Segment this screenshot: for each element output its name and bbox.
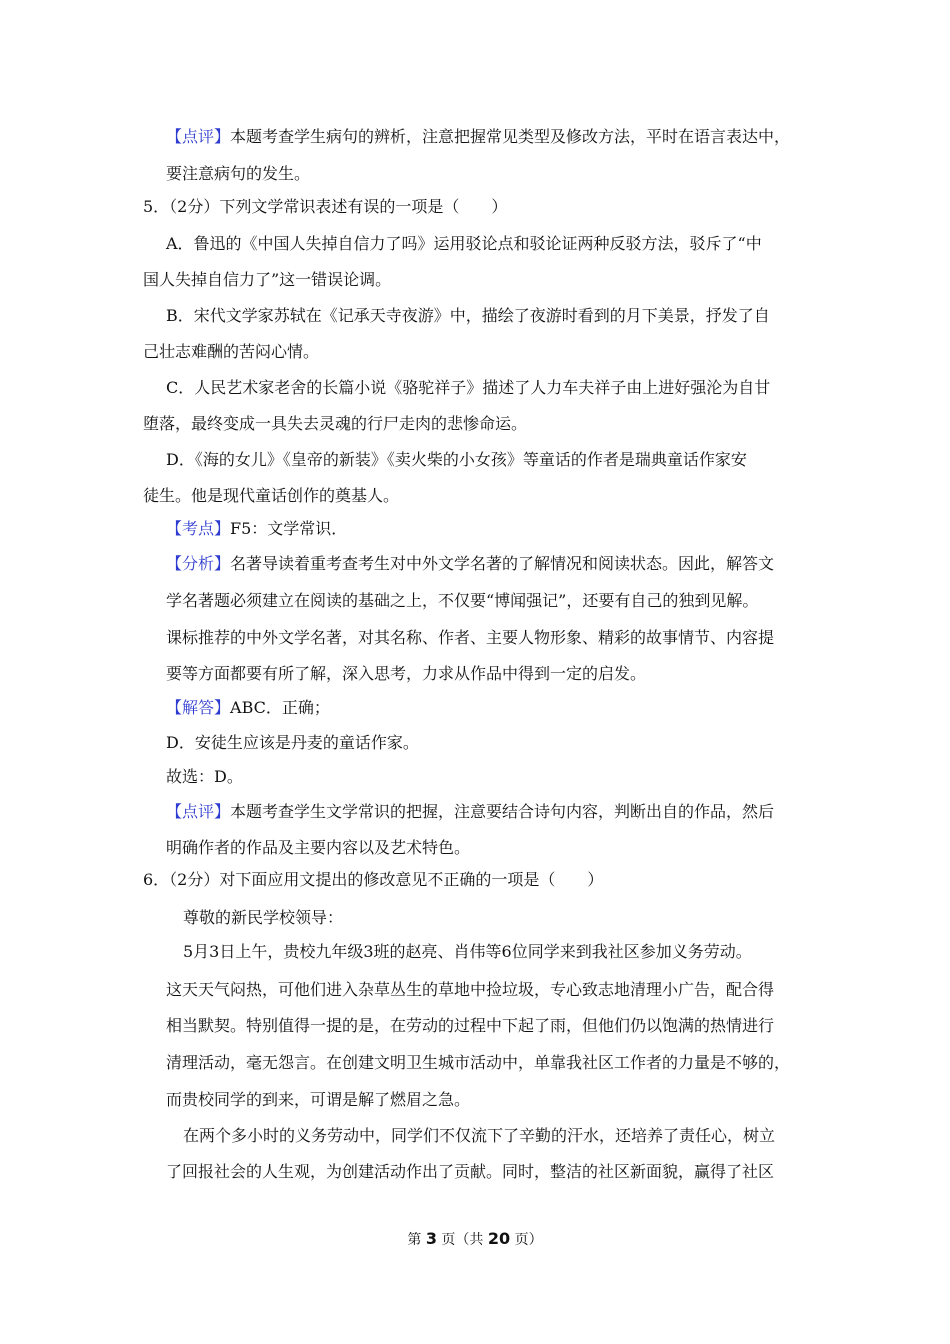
comment-line: 要注意病句的发生。 [166,164,311,183]
letter-salutation: 尊敬的新民学校领导： [183,908,344,927]
letter-paragraph: 5月3日上午，贵校九年级3班的赵亮、肖伟等6位同学来到我社区参加义务劳动。 [183,942,752,961]
jieda-tag: 【解答】 [166,698,231,717]
letter-paragraph: 在两个多小时的义务劳动中，同学们不仅流下了辛勤的汗水，还培养了责任心，树立 [183,1126,776,1145]
page-number: 3 [425,1229,437,1248]
letter-paragraph: 相当默契。特别值得一提的是，在劳动的过程中下起了雨，但他们仍以饱满的热情进行 [166,1016,775,1035]
comment-tag: 【点评】 [166,127,231,146]
kaodian-line: 【考点】F5：文学常识． [166,519,348,538]
option-a-cont: 国人失掉自信力了”这一错误论调。 [143,270,392,289]
dianping-line: 【点评】本题考查学生文学常识的把握，注意要结合诗句内容，判断出自的作品，然后 [166,802,775,821]
jieda-line: D．安徒生应该是丹麦的童话作家。 [166,733,419,752]
page-total: 20 [487,1229,511,1248]
option-b: B．宋代文学家苏轼在《记承天寺夜游》中，描绘了夜游时看到的月下美景，抒发了自 [166,306,770,325]
fenxi-tag: 【分析】 [166,554,231,573]
fenxi-line: 要等方面都要有所了解，深入思考，力求从作品中得到一定的启发。 [166,664,647,683]
dianping-tag: 【点评】 [166,802,231,821]
question-5-stem: 5．（2分）下列文学常识表述有误的一项是（ ） [143,197,508,216]
fenxi-line: 课标推荐的中外文学名著，对其名称、作者、主要人物形象、精彩的故事情节、内容提 [166,628,775,647]
question-6-stem: 6．（2分）对下面应用文提出的修改意见不正确的一项是（ ） [143,870,604,889]
fenxi-line: 【分析】名著导读着重考查考生对中外文学名著的了解情况和阅读状态。因此，解答文 [166,554,775,573]
jieda-line: 【解答】ABC．正确； [166,698,330,717]
jieda-line: 故选：D。 [166,767,243,786]
letter-paragraph: 而贵校同学的到来，可谓是解了燃眉之急。 [166,1090,471,1109]
letter-paragraph: 清理活动，毫无怨言。在创建文明卫生城市活动中，单靠我社区工作者的力量是不够的， [166,1053,791,1072]
option-d: D．《海的女儿》《皇帝的新装》《卖火柴的小女孩》等童话的作者是瑞典童话作家安 [166,450,747,469]
option-b-cont: 己壮志难酬的苦闷心情。 [143,342,320,361]
option-c: C．人民艺术家老舍的长篇小说《骆驼祥子》描述了人力车夫祥子由上进好强沦为自甘 [166,378,771,397]
dianping-line: 明确作者的作品及主要内容以及艺术特色。 [166,838,471,857]
letter-paragraph: 了回报社会的人生观，为创建活动作出了贡献。同时，整洁的社区新面貌，赢得了社区 [166,1162,775,1181]
kaodian-tag: 【考点】 [166,519,231,538]
option-a: A．鲁迅的《中国人失掉自信力了吗》运用驳论点和驳论证两种反驳方法，驳斥了“中 [166,234,762,253]
letter-paragraph: 这天天气闷热，可他们进入杂草丛生的草地中捡垃圾，专心致志地清理小广告，配合得 [166,980,775,999]
page-footer: 第 3 页（共 20 页） [407,1229,543,1248]
fenxi-line: 学名著题必须建立在阅读的基础之上，不仅要“博闻强记”，还要有自己的独到见解。 [166,591,759,610]
option-d-cont: 徒生。他是现代童话创作的奠基人。 [143,486,400,505]
comment-line: 【点评】本题考查学生病句的辨析，注意把握常见类型及修改方法，平时在语言表达中， [166,127,791,146]
option-c-cont: 堕落，最终变成一具失去灵魂的行尸走肉的悲惨命运。 [143,414,528,433]
